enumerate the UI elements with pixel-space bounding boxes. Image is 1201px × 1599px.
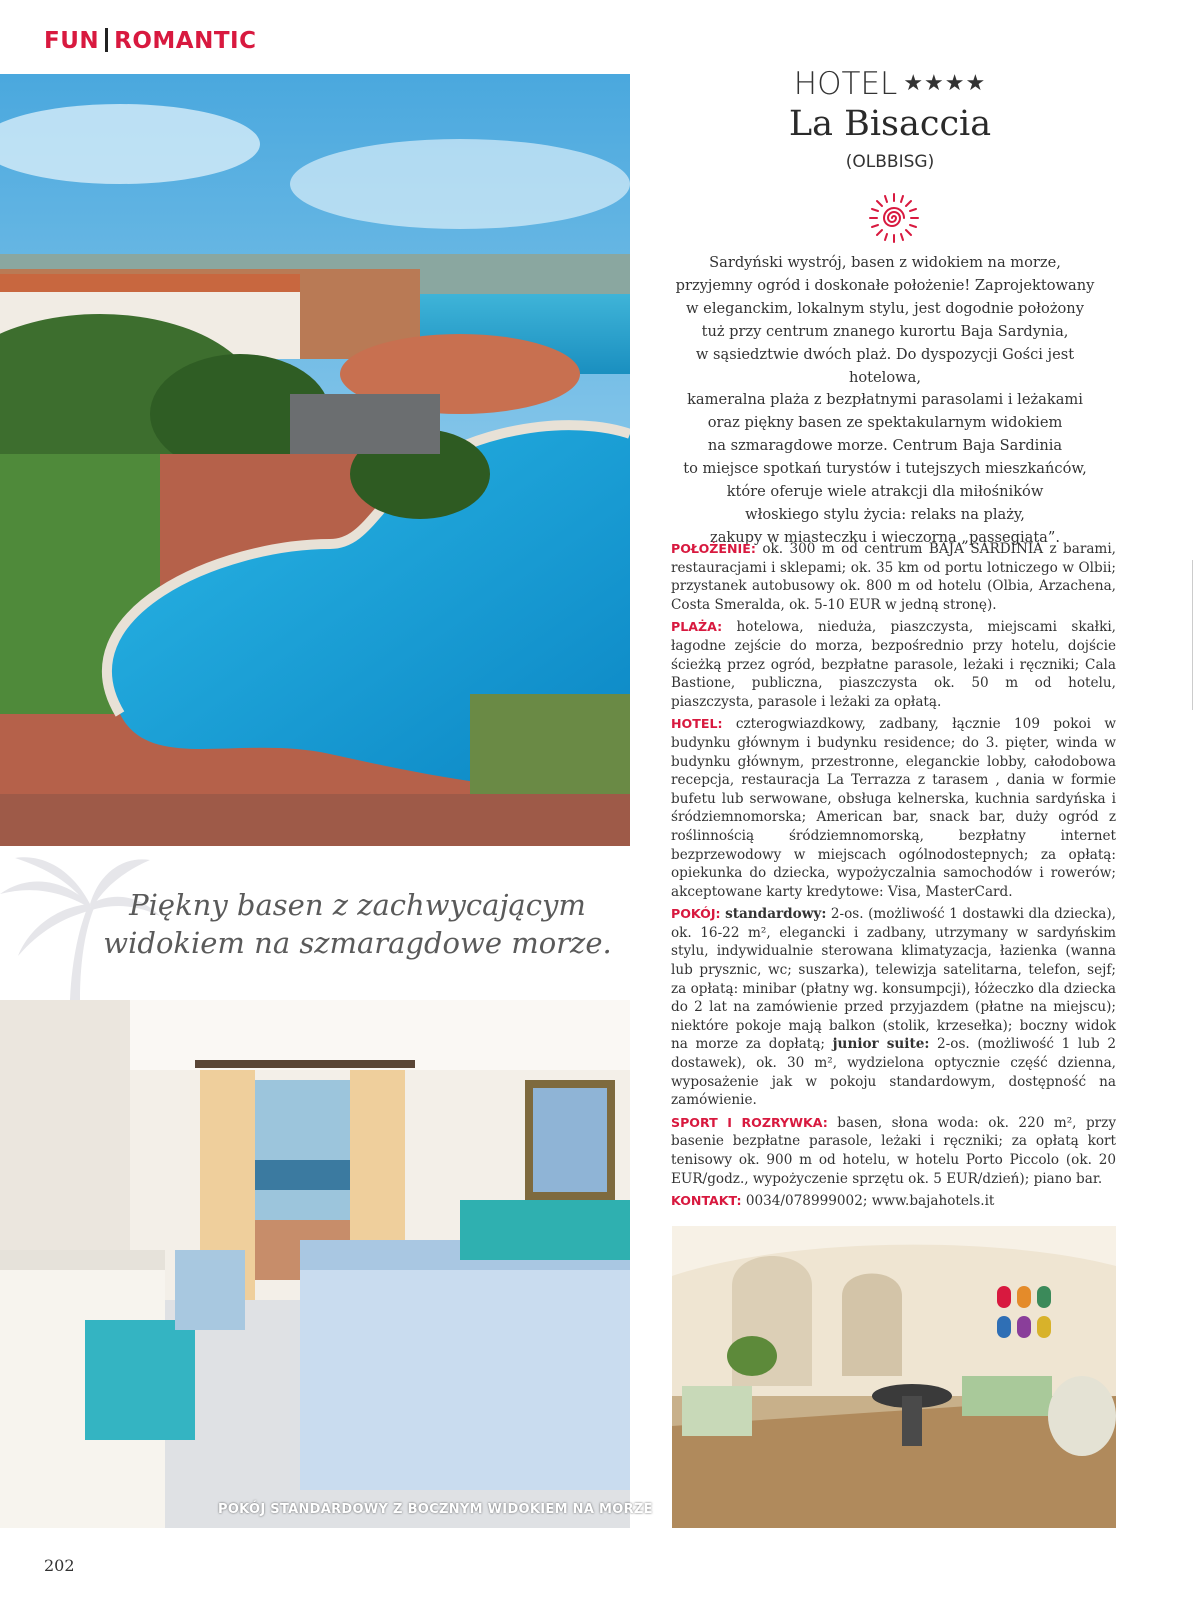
- intro-line: oraz piękny basen ze spektakularnym widokiem: [707, 414, 1063, 432]
- quote-line-2: widokiem na szmaragdowe morze.: [103, 926, 612, 960]
- contact-text: 0034/078999002; www.bajahotels.it: [745, 1193, 995, 1210]
- hotel-details: [671, 540, 1116, 1215]
- intro-line: które oferuje wiele atrakcji dla miłośników: [726, 483, 1044, 501]
- intro-line: włoskiego stylu życia: relaks na plaży,: [745, 505, 1025, 523]
- room-photo-caption: POKÓJ STANDARDOWY Z BOCZNYM WIDOKIEM NA MORZE: [218, 1502, 653, 1517]
- section-header: [44, 28, 256, 54]
- room-label: POKÓJ:: [671, 906, 721, 922]
- intro-line: kameralna plaża z bezpłatnymi parasolami i leżakami: [687, 391, 1083, 409]
- hotel-name: La Bisaccia: [788, 104, 992, 144]
- hotel-info-text: czterogwiazdkowy, zadbany, łącznie 109 pokoi w budynku głównym i budynku residence; do 3. pięter, winda w budynku głównym, przestronne, eleganckie lobby, całodobowa recepcja, restauracja La Terrazza z tarasem , dania w formie bufetu lub serwowane, obsługa kelnerska, kuchnia sardyńska i śródziemnomorska; American bar, snack bar, duży ogród z roślinnością śródziemnomorską, bezpłatny internet bezprzewodowy w miejscach ogólnodostepnych; za opłatą: opiekunka do dziecka, wypożyczalnia samochodów i rowerów; akceptowane karty kredytowe: Visa, MasterCard.: [671, 716, 1116, 900]
- intro-line: w eleganckim, lokalnym stylu, jest dogodnie położony: [686, 299, 1084, 317]
- intro-line: zakupy w miasteczku i wieczorna „passegiata”.: [710, 528, 1060, 546]
- hotel-label-text: HOTEL: [793, 66, 898, 102]
- page-number: 202: [44, 1556, 75, 1575]
- hotel-info-label: HOTEL:: [671, 716, 723, 732]
- quote-line-1: Piękny basen z zachwycającym: [129, 888, 586, 922]
- sport-label: SPORT I ROZRYWKA:: [671, 1114, 828, 1130]
- contact-label: KONTAKT:: [671, 1193, 742, 1209]
- pool-quote: [80, 886, 635, 962]
- intro-line: tuż przy centrum znanego kurortu Baja Sardynia,: [701, 322, 1069, 340]
- details-beach: [671, 618, 1116, 711]
- page-edge-line: [1192, 560, 1193, 710]
- intro-text: [660, 252, 1110, 550]
- details-contact: [671, 1192, 1116, 1211]
- room-photo: [0, 1000, 630, 1528]
- beach-label: PLAŻA:: [671, 619, 723, 635]
- location-label: POŁOŻENIE:: [671, 541, 756, 556]
- section-label-romantic: ROMANTIC: [114, 28, 257, 54]
- hotel-code: (OLBBISG): [845, 152, 935, 172]
- intro-line: Sardyński wystrój, basen z widokiem na morze,: [709, 254, 1061, 271]
- sun-spiral-icon: [868, 192, 920, 244]
- sport-text: basen, słona woda: ok. 220 m², przy basenie bezpłatne parasole, leżaki i ręczniki; za opłatą kort tenisowy ok. 900 m od hotelu, w hotelu Porto Piccolo (ok. 20 EUR/godz., wypożyczenie sprzętu ok. 5 EUR/dzień); piano bar.: [671, 1114, 1116, 1187]
- room-standard-text: 2-os. (możliwość 1 dostawki dla dziecka), ok. 16-22 m², elegancki i zadbany, utrzymany w sardyńskim stylu, indywidualnie sterowana klimatyzacja, łazienka (wanna lub prysznic, wc; suszarka), telewizja satelitarna, telefon, sejf; za opłatą: minibar (płatny wg. konsumpcji), łóżeczko dla dziecka do 2 lat na zamówienie przed przyjazdem (płatne na miejscu); niektóre pokoje mają balkon (stolik, krzesełka); boczny widok na morze za dopłatą;: [671, 906, 1116, 1053]
- location-text: ok. 300 m od centrum BAJA SARDINIA z barami, restauracjami i sklepami; ok. 35 km od portu lotniczego w Olbii; przystanek autobusowy ok. 800 m od hotelu (Olbia, Arzachena, Costa Smeralda, ok. 5-10 EUR w jedną stronę).: [671, 541, 1116, 613]
- room-standard-label: standardowy:: [725, 906, 827, 923]
- pool-photo: [0, 74, 630, 846]
- section-separator: [105, 28, 108, 52]
- room-junior-label: junior suite:: [832, 1036, 930, 1053]
- stars-rating: ★★★★: [903, 71, 987, 96]
- section-label-fun: FUN: [44, 28, 100, 54]
- intro-line: przyjemny ogród i doskonałe położenie! Zaprojektowany: [675, 276, 1095, 294]
- room-junior-text: 2-os. (możliwość 1 lub 2 dostawek), ok. 30 m², wydzielona optycznie część dzienna, wyposażenie jak w pokoju standardowym, dostępność na zamówienie.: [671, 1036, 1116, 1109]
- intro-line: to miejsce spotkań turystów i tutejszych mieszkańców,: [683, 460, 1087, 478]
- details-sport: [671, 1114, 1116, 1188]
- intro-line: w sąsiedztwie dwóch plaż. Do dyspozycji Gości jest hotelowa,: [695, 345, 1075, 386]
- details-room: [671, 905, 1116, 1110]
- intro-line: na szmaragdowe morze. Centrum Baja Sardinia: [707, 437, 1063, 455]
- hotel-label: [690, 66, 1090, 102]
- details-hotel: [671, 715, 1116, 901]
- details-location: [671, 540, 1116, 614]
- lobby-photo: [672, 1226, 1116, 1528]
- beach-text: hotelowa, nieduża, piaszczysta, miejscami skałki, łagodne zejście do morza, bezpośrednio przy hotelu, dojście ścieżką przez ogród, bezpłatne parasole, leżaki i ręczniki; Cala Bastione, publiczna, piaszczysta ok. 50 m od hotelu, piaszczysta, parasole i leżaki za opłatą.: [671, 619, 1116, 710]
